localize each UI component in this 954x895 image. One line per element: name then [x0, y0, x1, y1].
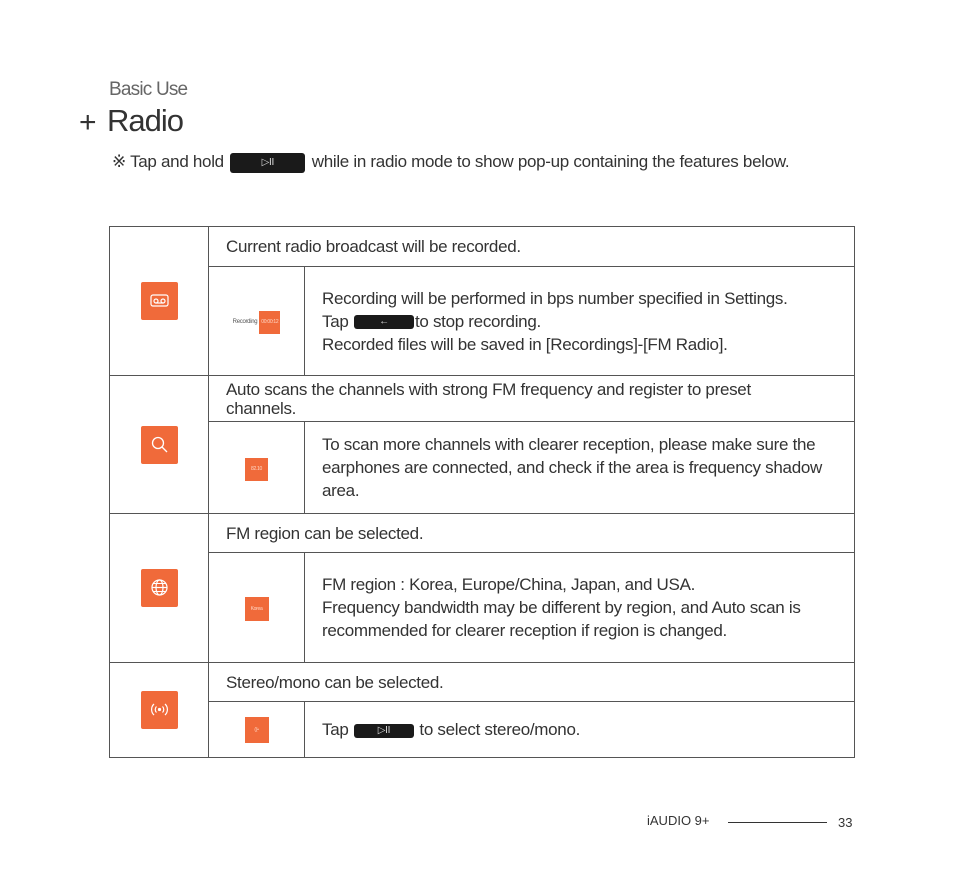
stereo-description: [305, 702, 855, 758]
scan-description: [305, 422, 855, 514]
record-tap-line: [322, 310, 844, 333]
region-icon-cell: [110, 514, 209, 663]
scan-heading: Auto scans the channels with strong FM frequency and register to preset channels.: [209, 376, 855, 422]
note-text-before: Tap and hold: [130, 152, 224, 171]
record-tap-before: Tap: [322, 311, 349, 331]
scan-line-1: To scan more channels with clearer reception, please make sure the earphones are connected, and check if the area is frequency shadow area.: [322, 435, 822, 500]
record-thumbnail: [209, 267, 305, 376]
scan-icon-cell: [110, 376, 209, 514]
features-table: [109, 226, 855, 758]
back-button: ←: [354, 315, 414, 329]
record-line-2: Recorded files will be saved in [Recordings]-[FM Radio].: [322, 334, 728, 354]
stereo-play-pause-button: ▷II: [354, 724, 414, 738]
stereo-tap-before: Tap: [322, 720, 349, 739]
play-pause-button: ▷II: [230, 153, 305, 173]
voicemail-record-icon: [141, 282, 178, 320]
reference-mark: ※: [112, 152, 126, 171]
region-thumb-korea: Korea: [245, 597, 269, 621]
section-label: Basic Use: [109, 79, 188, 100]
stereo-thumbnail: [209, 702, 305, 758]
globe-icon: [141, 569, 178, 607]
region-thumbnail: [209, 553, 305, 663]
instruction-note: [112, 152, 789, 173]
region-line-1: FM region : Korea, Europe/China, Japan, and USA.: [322, 575, 696, 594]
scan-thumbnail: [209, 422, 305, 514]
record-tap-after: to stop recording.: [414, 311, 541, 331]
page-number: 33: [838, 815, 853, 830]
stereo-heading: Stereo/mono can be selected.: [209, 663, 855, 702]
stereo-thumb-icon: ((•: [245, 717, 269, 743]
region-description: [305, 553, 855, 663]
record-heading: Current radio broadcast will be recorded.: [209, 227, 855, 267]
note-text-after: while in radio mode to show pop-up containing the features below.: [311, 152, 790, 171]
stereo-tap-after: to select stereo/mono.: [419, 720, 581, 739]
region-heading: FM region can be selected.: [209, 514, 855, 553]
footer-rule: [728, 822, 827, 823]
record-thumb-label: Recording: [232, 319, 258, 326]
record-line-1: Recording will be performed in bps number specified in Settings.: [322, 288, 788, 308]
stereo-icon-cell: [110, 663, 209, 758]
record-thumb-timer: 00:00:12: [259, 311, 280, 334]
region-line-2: Frequency bandwidth may be different by region, and Auto scan is recommended for clearer reception if region is changed.: [322, 598, 801, 640]
footer-brand: iAUDIO 9+: [647, 813, 710, 828]
plus-marker: +: [79, 106, 97, 139]
broadcast-icon: [141, 691, 178, 729]
record-icon-cell: [110, 227, 209, 376]
scan-thumb-frequency: 82.10: [245, 458, 268, 481]
search-icon: [141, 426, 178, 464]
page-title: Radio: [107, 103, 183, 138]
record-description: [305, 267, 855, 376]
